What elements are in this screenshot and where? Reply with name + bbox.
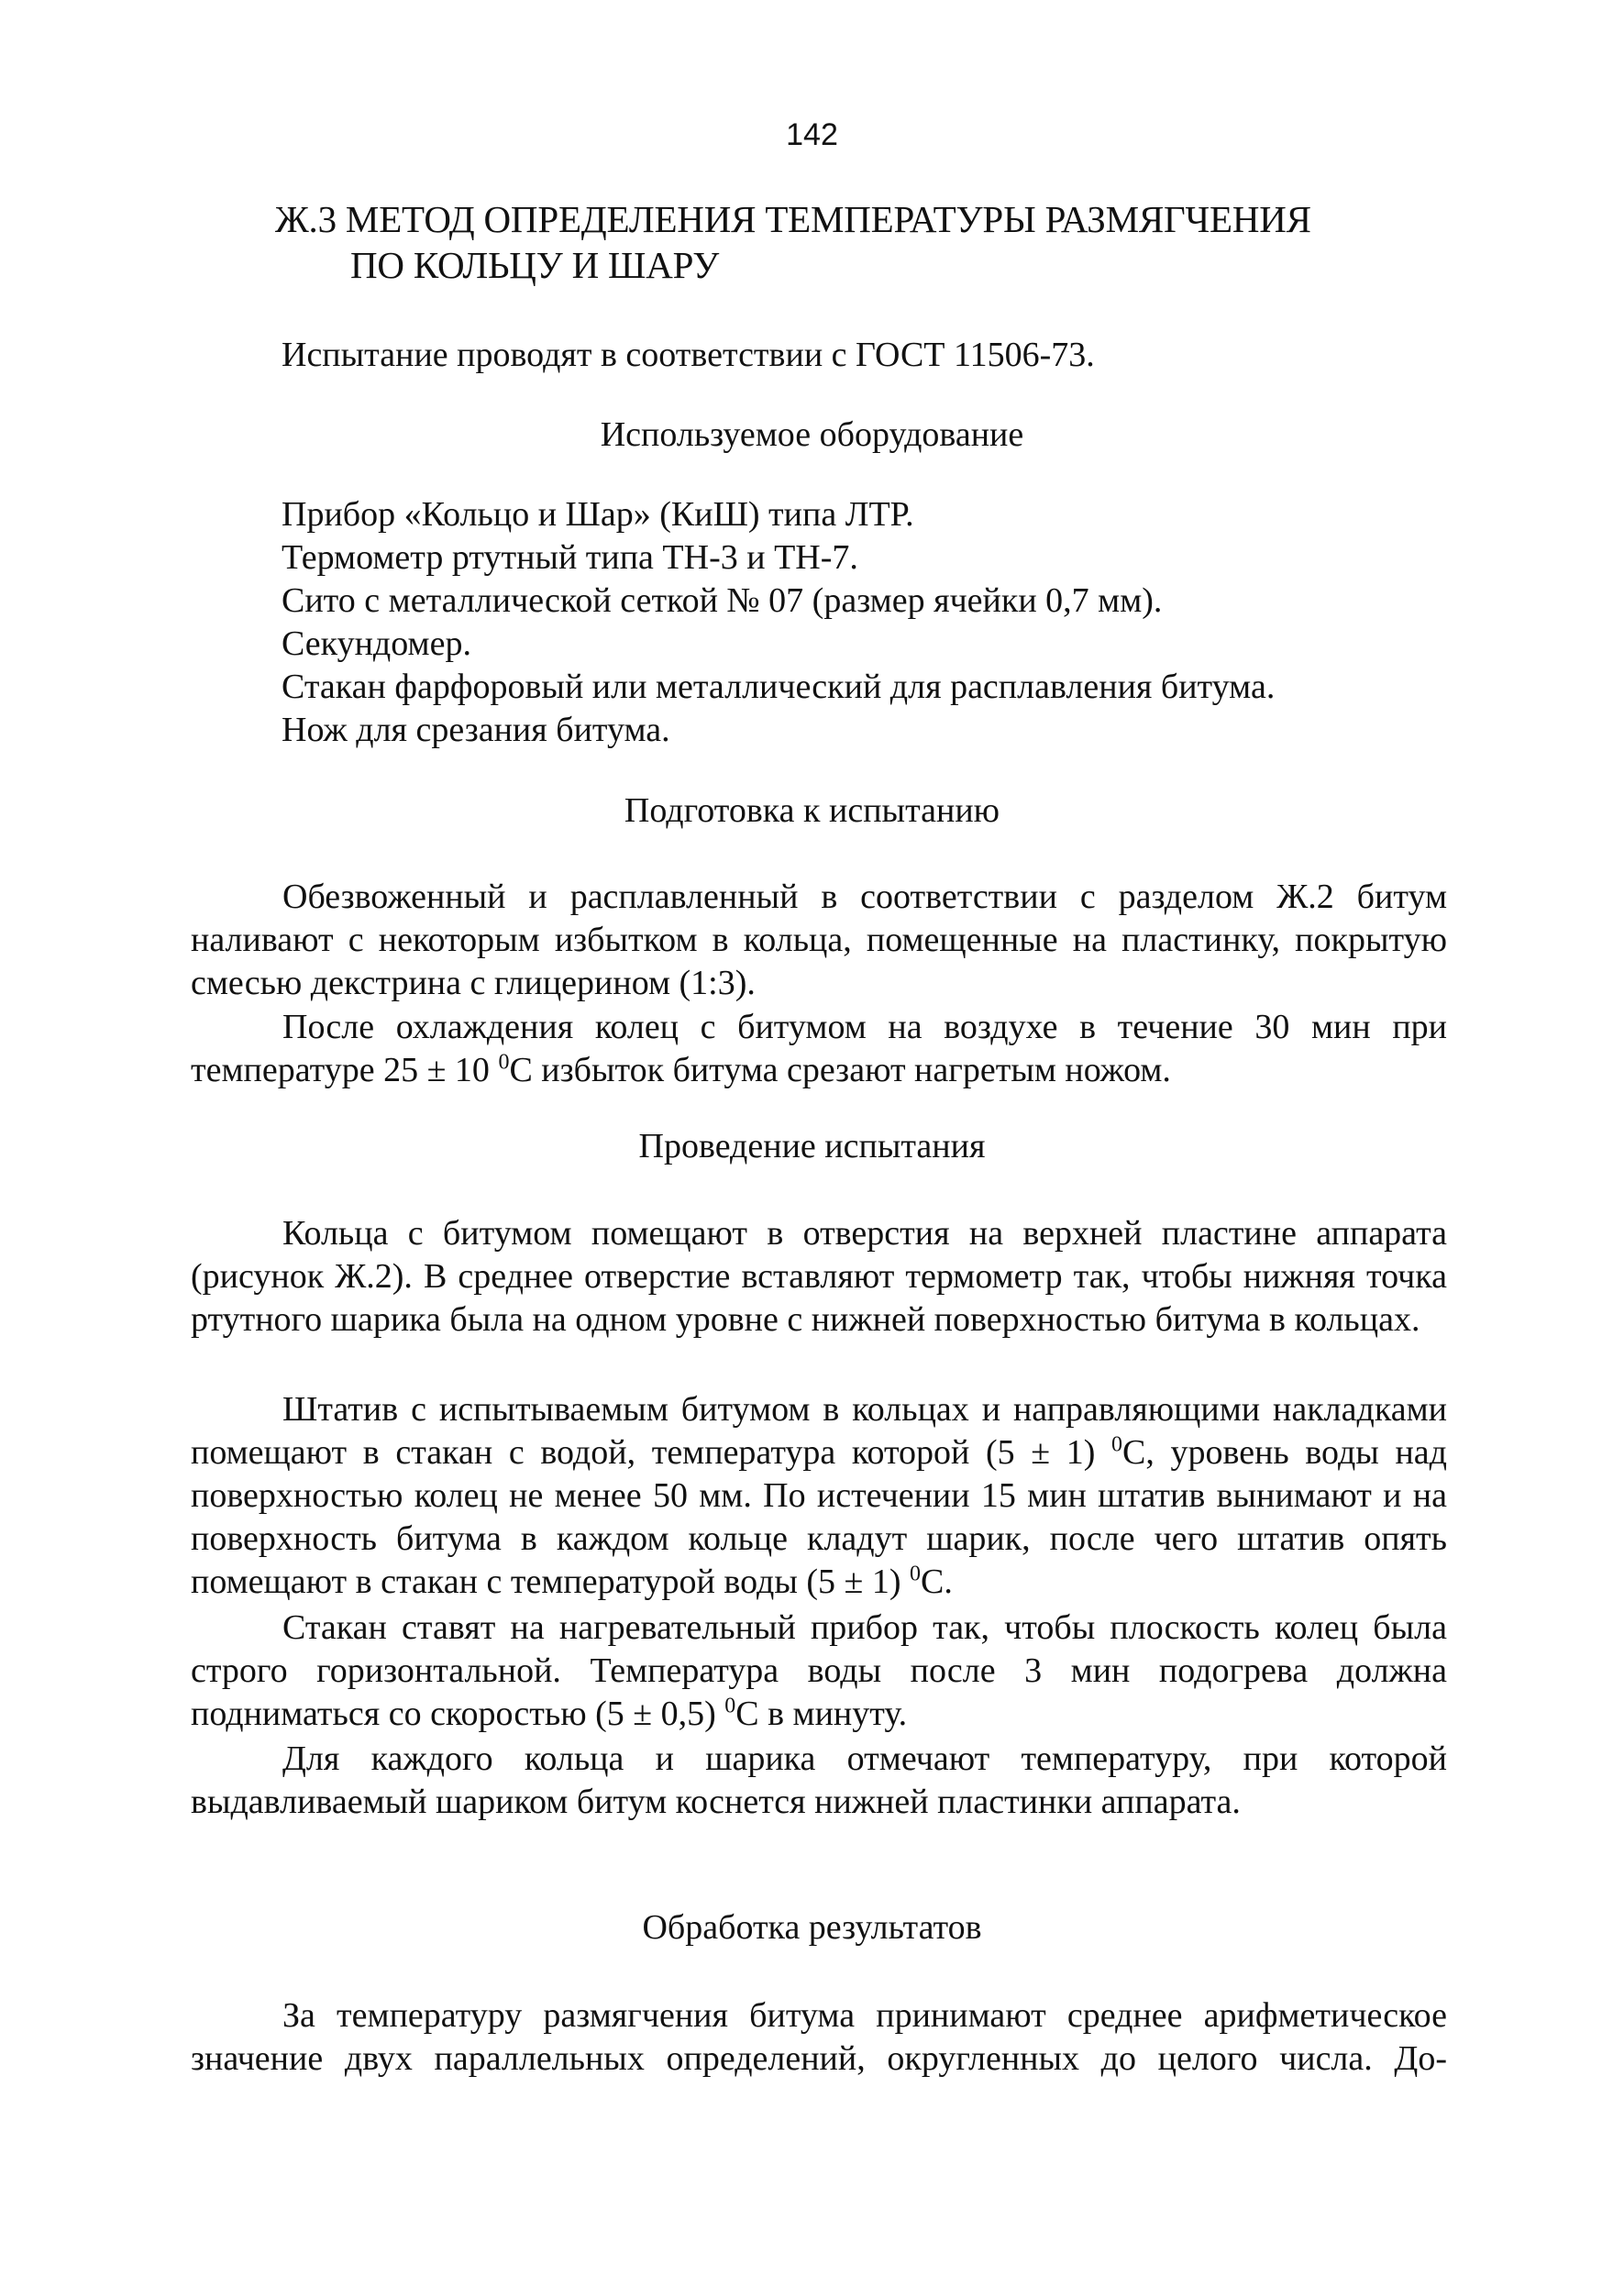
- list-item: Сито с металлической сеткой № 07 (размер ячейки 0,7 мм).: [282, 581, 1163, 620]
- section-title-line2: ПО КОЛЬЦУ И ШАРУ: [350, 244, 720, 286]
- results-paragraph: [191, 1994, 1447, 2081]
- degree-mark: 0: [1111, 1432, 1123, 1457]
- degree-mark: 0: [910, 1562, 922, 1586]
- page-number: 142: [786, 117, 838, 152]
- intro-text: Испытание проводят в соответствии с ГОСТ 11506-73.: [282, 336, 1095, 374]
- results-heading: Обработка результатов: [642, 1908, 982, 1947]
- section-title: [275, 196, 1311, 288]
- degree-mark: 0: [724, 1694, 736, 1718]
- list-item: Прибор «Кольцо и Шар» (КиШ) типа ЛТР.: [282, 495, 914, 534]
- procedure-paragraph-3: Стакан ставят на нагревательный прибор так, чтобы плоскость колец была строго горизонтальной. Температура воды после 3 мин подогрева должна подниматься со скоростью (5 ± 0,5) $^0$С в минуту.: [191, 1608, 1447, 1733]
- list-item: Нож для срезания битума.: [282, 711, 670, 749]
- list-item: Стакан фарфоровый или металлический для расплавления битума.: [282, 668, 1276, 706]
- equipment-heading: Используемое оборудование: [600, 415, 1024, 454]
- preparation-paragraph-2: После охлаждения колец с битумом на воздухе в течение 30 мин при температуре 25 ± 10 $^0$С избыток битума срезают нагретым ножом.: [191, 1008, 1447, 1089]
- preparation-paragraph-1: Обезвоженный и расплавленный в соответствии с разделом Ж.2 битум наливают с некоторым избытком в кольца, помещенные на пластинку, покрытую смесью декстрина с глицерином (1:3).: [191, 878, 1447, 1002]
- results-line-2: значение двух параллельных определений, округленных до целого числа. До-: [191, 2039, 1447, 2078]
- procedure-paragraph-2: Штатив с испытываемым битумом в кольцах и направляющими накладками помещают в стакан с водой, температура которой (5 ± 1) $^0$С, уровень воды над поверхностью колец не менее 50 мм. По истечении 15 мин штатив вынимают и на поверхность битума в каждом кольце кладут шарик, после чего штатив опять помещают в стакан с температурой воды (5 ± 1) $^0$С.: [191, 1390, 1447, 1601]
- degree-mark: 0: [498, 1050, 510, 1075]
- list-item: Термометр ртутный типа ТН-3 и ТН-7.: [282, 538, 858, 577]
- procedure-heading: Проведение испытания: [638, 1127, 986, 1165]
- preparation-heading: Подготовка к испытанию: [624, 791, 1000, 830]
- section-title-line1: Ж.3 МЕТОД ОПРЕДЕЛЕНИЯ ТЕМПЕРАТУРЫ РАЗМЯГЧЕНИЯ: [275, 198, 1311, 240]
- procedure-paragraph-1: Кольца с битумом помещают в отверстия на верхней пластине аппарата (рисунок Ж.2). В среднее отверстие вставляют термометр так, чтобы нижняя точка ртутного шарика была на одном уровне с нижней поверхностью битума в кольцах.: [191, 1214, 1447, 1339]
- list-item: Секундомер.: [282, 624, 471, 663]
- results-line-1: За температуру размягчения битума принимают среднее арифметическое: [282, 1996, 1447, 2035]
- procedure-paragraph-4: Для каждого кольца и шарика отмечают температуру, при которой выдавливаемый шариком битум коснется нижней пластинки аппарата.: [191, 1739, 1447, 1821]
- equipment-list: [282, 493, 1275, 752]
